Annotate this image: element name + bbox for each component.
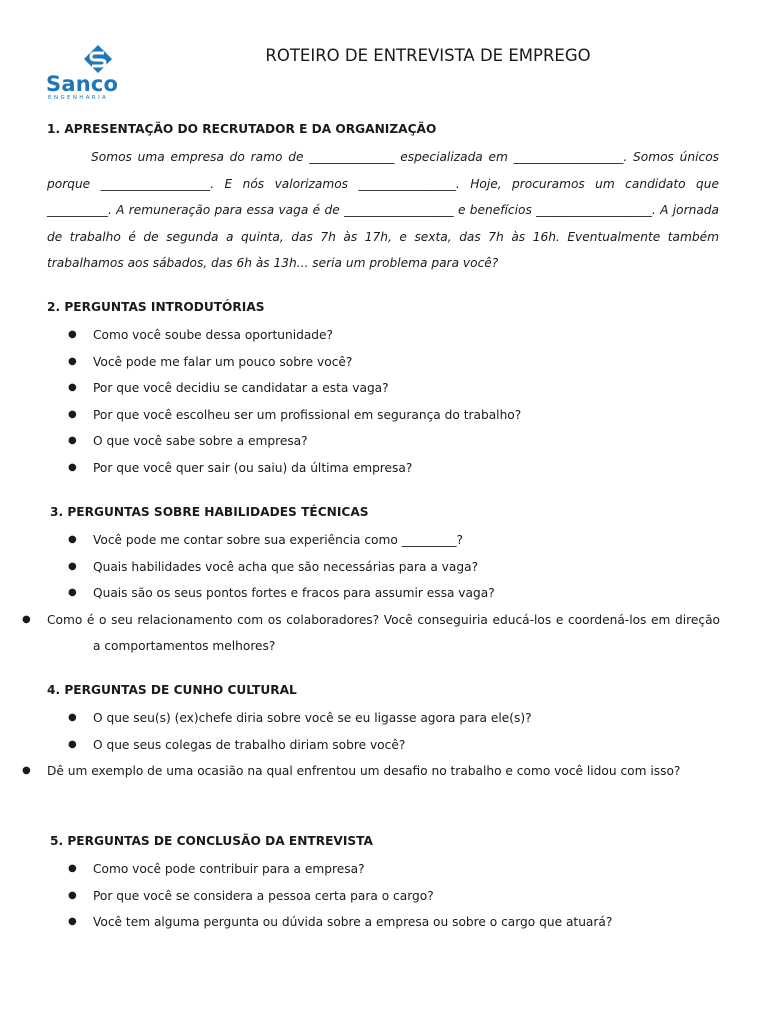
list-item: ● Quais habilidades você acha que são necessárias para a vaga? <box>47 554 720 581</box>
list-item: ● Por que você se considera a pessoa certa para o cargo? <box>47 883 720 910</box>
section-5-heading: 5. PERGUNTAS DE CONCLUSÃO DA ENTREVISTA <box>50 834 373 848</box>
list-item: ● O que seu(s) (ex)chefe diria sobre você se eu ligasse agora para ele(s)? <box>47 705 720 732</box>
list-item: ● Como você soube dessa oportunidade? <box>47 322 720 349</box>
list-item: ● Quais são os seus pontos fortes e fracos para assumir essa vaga? <box>47 580 720 607</box>
section-2-list <box>47 322 720 481</box>
bullet-icon: ● <box>68 738 77 750</box>
section-3-list <box>22 527 720 660</box>
list-item: ● Você tem alguma pergunta ou dúvida sobre a empresa ou sobre o cargo que atuará? <box>47 909 720 936</box>
section-4-heading: 4. PERGUNTAS DE CUNHO CULTURAL <box>47 683 297 697</box>
bullet-icon: ● <box>68 435 77 446</box>
list-item: ● Por que você quer sair (ou saiu) da última empresa? <box>47 455 720 482</box>
bullet-icon: ● <box>68 889 77 901</box>
list-item: ● Por que você escolheu ser um profissional em segurança do trabalho? <box>47 402 720 429</box>
bullet-icon: ● <box>68 560 77 572</box>
bullet-icon: ● <box>68 587 77 598</box>
list-item: ● Como você pode contribuir para a empresa? <box>47 856 720 883</box>
section-1-paragraph <box>47 144 719 277</box>
logo-subtitle: ENGENHARIA <box>48 95 109 101</box>
bullet-icon: ● <box>68 355 77 367</box>
bullet-icon: ● <box>68 408 77 420</box>
list-item: ● Você pode me contar sobre sua experiência como _________? <box>47 527 720 554</box>
list-item: ● O que você sabe sobre a empresa? <box>47 428 720 455</box>
section-4-list <box>22 705 720 785</box>
section-1-heading: 1. APRESENTAÇÃO DO RECRUTADOR E DA ORGANIZAÇÃO <box>47 122 437 136</box>
bullet-icon: ● <box>68 534 77 545</box>
logo-name: Sanco <box>46 72 119 96</box>
bullet-icon: ● <box>68 329 77 340</box>
bullet-icon: ● <box>68 382 77 393</box>
list-item: ● O que seus colegas de trabalho diriam sobre você? <box>47 732 720 759</box>
list-item: ● Você pode me falar um pouco sobre você? <box>47 349 720 376</box>
bullet-icon: ● <box>68 916 77 927</box>
section-1-text: Somos uma empresa do ramo de ______________ especializada em __________________. Somos únicos porque __________________. E nós valorizamos ________________. Hoje, procuramos um candidato que __________. A remuneração para essa vaga é de __________________ e benefícios ___________________. A jornada de trabalho é de segunda a quinta, das 7h às 17h, e sexta, das 7h às 16h. Eventualmente também trabalhamos aos sábados, das 6h às 13h... seria um problema para você? <box>47 150 719 270</box>
list-item: ● Dê um exemplo de uma ocasião na qual enfrentou um desafio no trabalho e como você lidou com isso? <box>22 764 681 778</box>
bullet-icon: ● <box>68 461 77 473</box>
section-5-list <box>47 856 720 936</box>
document-title: ROTEIRO DE ENTREVISTA DE EMPREGO <box>265 46 591 65</box>
section-2-heading: 2. PERGUNTAS INTRODUTÓRIAS <box>47 300 265 314</box>
bullet-icon: ● <box>68 863 77 874</box>
bullet-icon: ● <box>68 712 77 723</box>
list-item: ● Por que você decidiu se candidatar a esta vaga? <box>47 375 720 402</box>
list-item: ● Como é o seu relacionamento com os colaboradores? Você conseguiria educá-los e coordená-los em direção a comportamentos melhores? <box>22 612 720 653</box>
section-3-heading: 3. PERGUNTAS SOBRE HABILIDADES TÉCNICAS <box>50 505 369 519</box>
